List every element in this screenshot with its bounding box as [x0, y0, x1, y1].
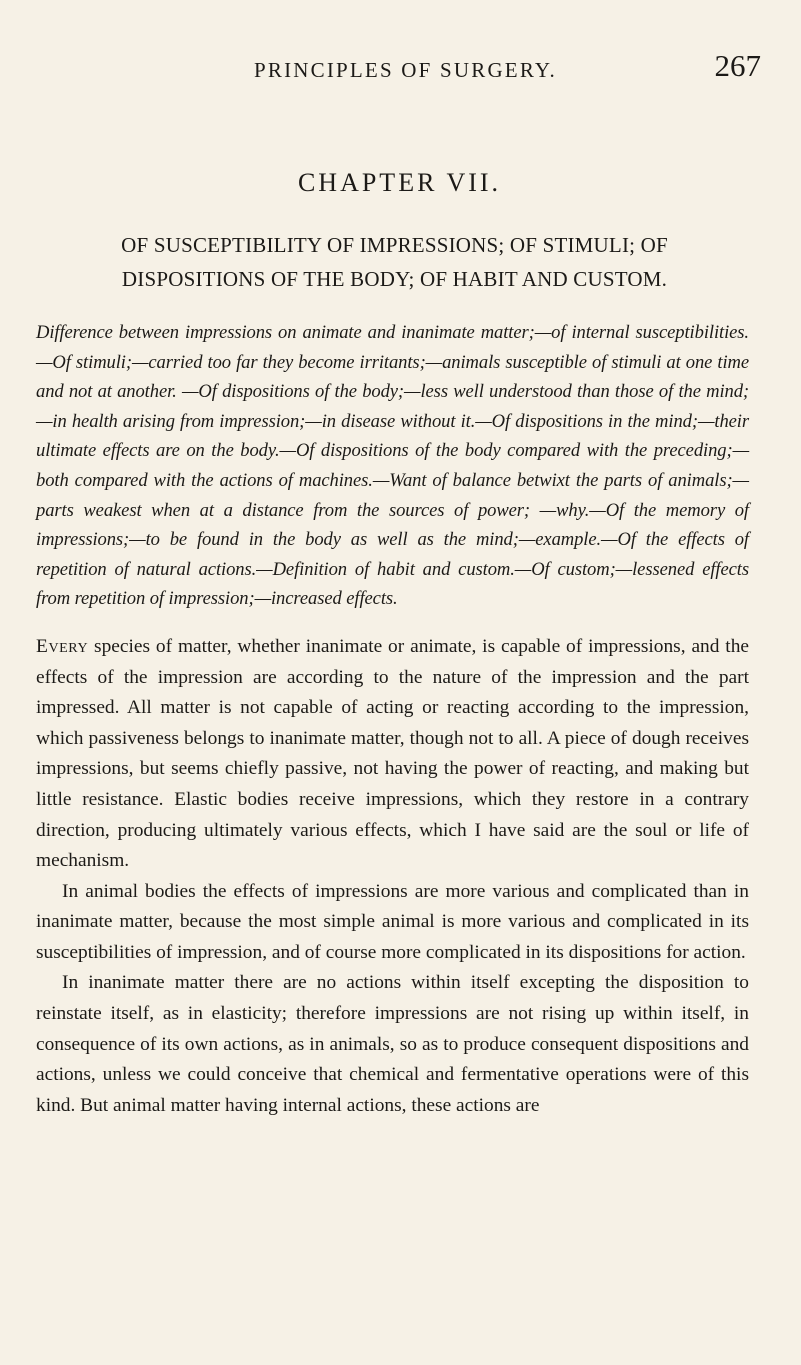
paragraph-lead-word: Every — [36, 635, 89, 657]
chapter-title — [36, 228, 749, 296]
running-head — [36, 36, 761, 84]
chapter-synopsis: Difference between impressions on animate and inanimate matter;—of internal susceptibilities.—Of stimuli;—carried too far they become irritants;—animals susceptible of stimuli at one time and not at another. —Of dispositions of the body;—less well understood than those of the mind;—in health arising from impression;—in disease without it.—Of dispositions in the mind;—their ultimate effects are on the body.—Of dispositions of the body compared with the preceding;—both compared with the actions of machines.—Want of balance betwixt the parts of animals;—parts weakest when at a distance from the sources of power; —why.—Of the memory of impressions;—to be found in the body as well as the mind;—example.—Of the effects of repetition of natural actions.—Definition of habit and custom.—Of custom;—lessened effects from repetition of impression;—increased effects. — [36, 322, 749, 610]
body-text — [36, 632, 749, 1122]
paragraph-1-text: species of matter, whether inanimate or animate, is capable of impressions, and the effects of the impression are according to the nature of the impression and the part impressed. All matter is not capable of acting or reacting according to the impression, which passiveness belongs to inanimate matter, though not to all. A piece of dough receives impressions, but seems chiefly passive, not having the power of reacting, and making but little resistance. Elastic bodies receive impressions, which they restore in a contrary direction, producing ultimately various effects, which I have said are the soul or life of mechanism. — [36, 635, 749, 872]
running-title: PRINCIPLES OF SURGERY. — [253, 58, 557, 82]
page-number: 267 — [714, 48, 761, 83]
paragraph-1 — [36, 632, 749, 877]
chapter-title-line-2: DISPOSITIONS OF THE BODY; OF HABIT AND CUSTOM. — [121, 267, 668, 291]
paragraph-3: In inanimate matter there are no actions within itself excepting the disposition to reinstate itself, as in elasticity; therefore impressions are not rising up within itself, in consequence of its own actions, as in animals, so as to produce consequent dispositions and actions, unless we could conceive that chemical and fermentative operations were of this kind. But animal matter having internal actions, these actions are — [36, 972, 749, 1116]
chapter-title-line-1: OF SUSCEPTIBILITY OF IMPRESSIONS; OF STIMULI; OF — [121, 233, 668, 257]
chapter-heading: CHAPTER VII. — [297, 168, 502, 197]
paragraph-2: In animal bodies the effects of impressions are more various and complicated than in inanimate matter, because the most simple animal is more various and complicated in its susceptibilities of impression, and of course more complicated in its dispositions for action. — [36, 880, 749, 963]
